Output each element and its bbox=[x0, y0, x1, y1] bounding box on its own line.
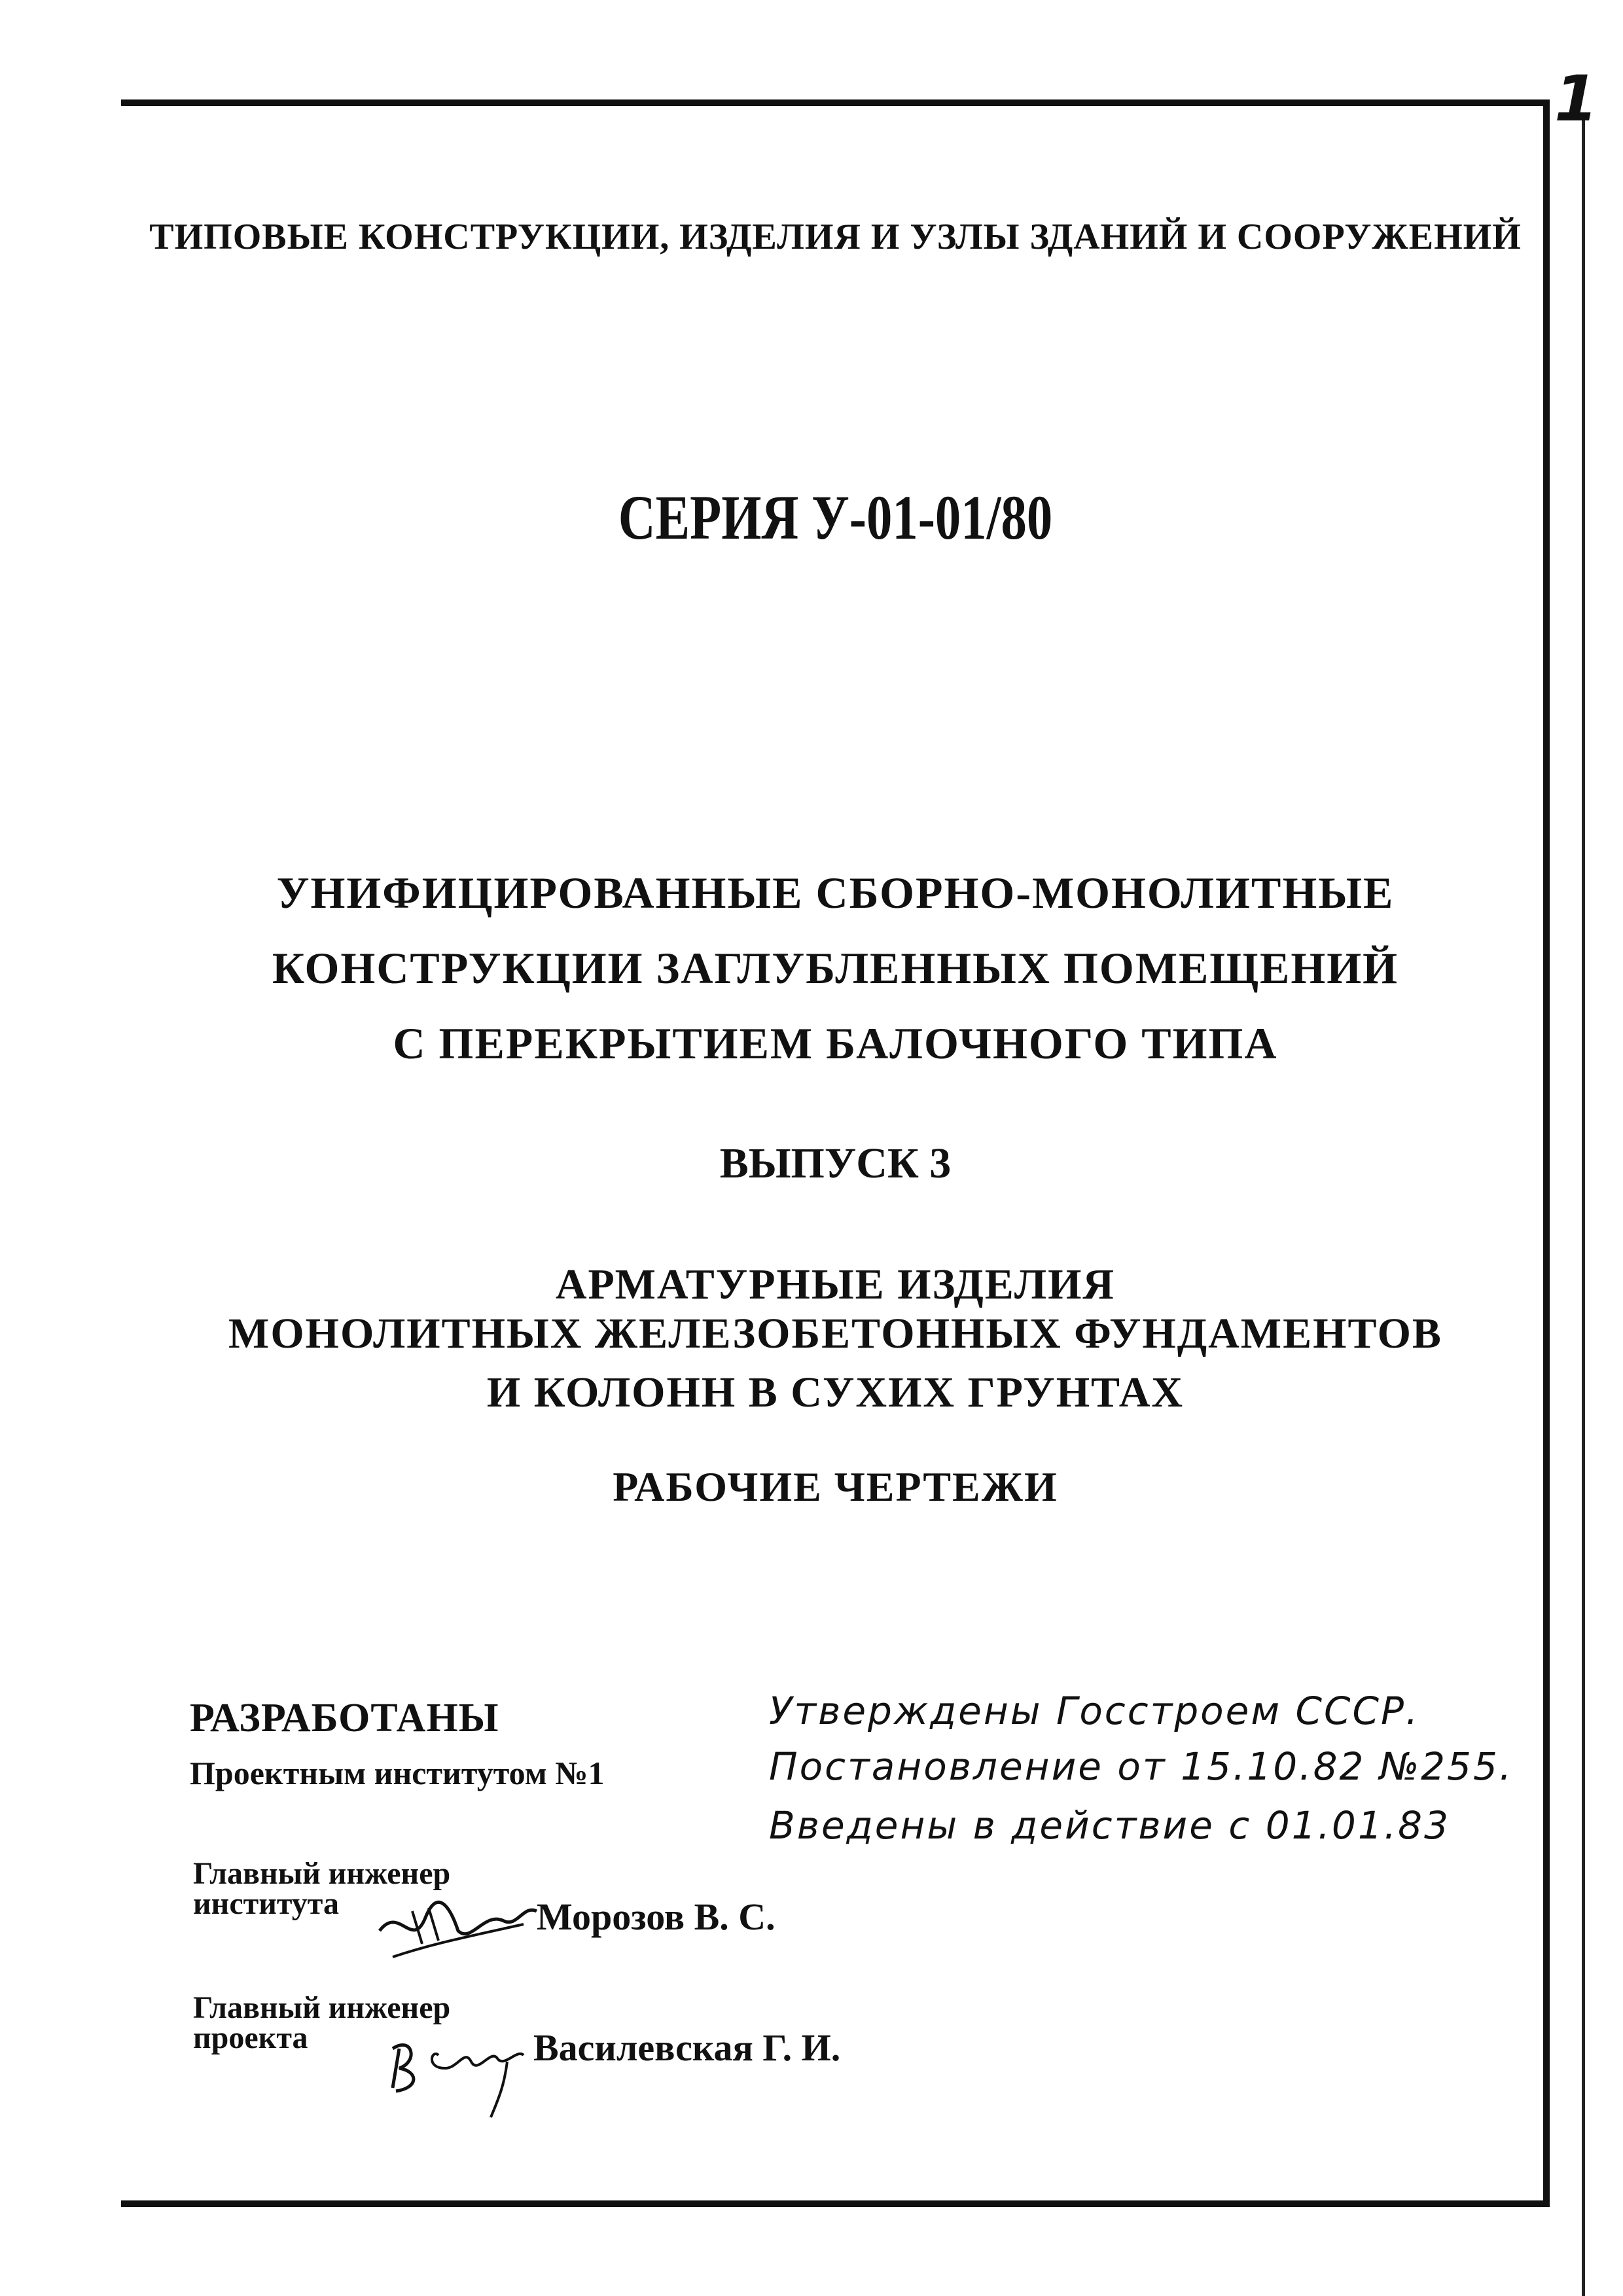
issue-number: ВЫПУСК 3 bbox=[719, 1139, 952, 1187]
page-number: 1 bbox=[1554, 62, 1598, 135]
subtitle-line-3: И КОЛОНН В СУХИХ ГРУНТАХ bbox=[486, 1369, 1185, 1416]
chief-institute-role-2: института bbox=[193, 1886, 339, 1921]
chief-institute-name: Морозов В. С. bbox=[537, 1895, 776, 1938]
subtitle-line-2: МОНОЛИТНЫХ ЖЕЛЕЗОБЕТОННЫХ ФУНДАМЕНТОВ bbox=[228, 1310, 1442, 1357]
approval-line-2: Постановление от 15.10.82 №255. bbox=[769, 1744, 1514, 1789]
frame-top-border bbox=[121, 99, 1550, 106]
header-line: ТИПОВЫЕ КОНСТРУКЦИИ, ИЗДЕЛИЯ И УЗЛЫ ЗДАНИЙ И СООРУЖЕНИЙ bbox=[149, 217, 1522, 257]
title-line-3: С ПЕРЕКРЫТИЕМ БАЛОЧНОГО ТИПА bbox=[393, 1018, 1278, 1068]
scan-edge-line bbox=[1582, 115, 1585, 2296]
document-type: РАБОЧИЕ ЧЕРТЕЖИ bbox=[613, 1463, 1058, 1510]
chief-project-role-1: Главный инженер bbox=[193, 1990, 451, 2025]
developed-label: РАЗРАБОТАНЫ bbox=[190, 1696, 499, 1740]
chief-project-role-2: проекта bbox=[193, 2020, 308, 2055]
signature-vasilevskaya bbox=[386, 2009, 543, 2121]
signature-morozov bbox=[373, 1892, 543, 1964]
frame-bottom-border bbox=[121, 2200, 1550, 2207]
title-line-1: УНИФИЦИРОВАННЫЕ СБОРНО-МОНОЛИТНЫЕ bbox=[276, 868, 1395, 918]
title-line-2: КОНСТРУКЦИИ ЗАГЛУБЛЕННЫХ ПОМЕЩЕНИЙ bbox=[272, 943, 1399, 993]
developed-institute: Проектным институтом №1 bbox=[190, 1755, 605, 1791]
chief-project-name: Василевская Г. И. bbox=[533, 2026, 841, 2069]
chief-institute-role-1: Главный инженер bbox=[193, 1856, 451, 1891]
approval-line-1: Утверждены Госстроем СССР. bbox=[769, 1689, 1420, 1733]
subtitle-line-1: АРМАТУРНЫЕ ИЗДЕЛИЯ bbox=[555, 1261, 1116, 1308]
approval-line-3: Введены в действие с 01.01.83 bbox=[769, 1803, 1450, 1848]
series-title: СЕРИЯ У-01-01/80 bbox=[618, 482, 1053, 552]
